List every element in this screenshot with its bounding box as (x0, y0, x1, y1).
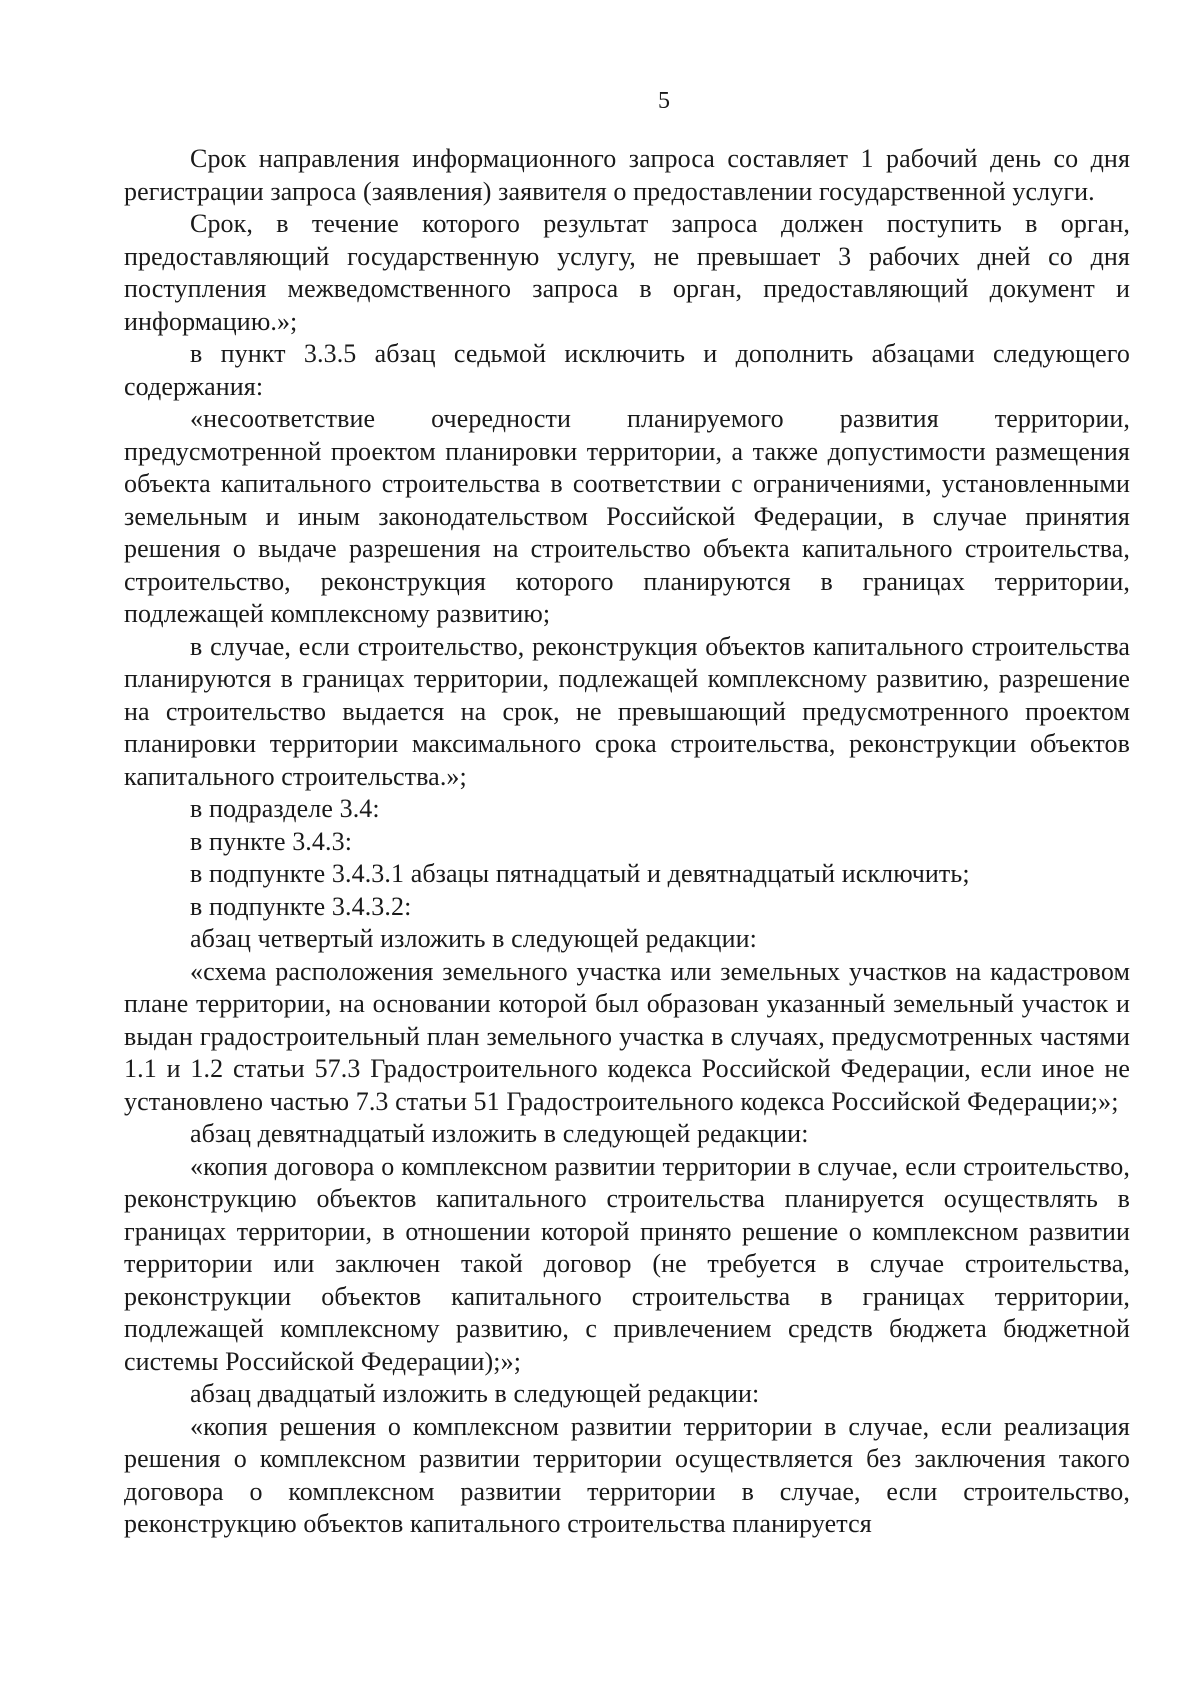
paragraph: в пункте 3.4.3: (190, 826, 353, 856)
paragraph: Срок направления информационного запроса составляет 1 рабочий день со дня регистрации запроса (заявления) заявителя о предоставлении государственной услуги. (124, 144, 1130, 206)
paragraph: в подпункте 3.4.3.1 абзацы пятнадцатый и девятнадцатый исключить; (190, 859, 970, 888)
paragraph: в пункт 3.3.5 абзац седьмой исключить и дополнить абзацами следующего содержания: (124, 339, 1130, 401)
paragraph: абзац девятнадцатый изложить в следующей редакции: (190, 1119, 809, 1148)
paragraph: абзац четвертый изложить в следующей редакции: (190, 924, 757, 953)
paragraph: в случае, если строительство, реконструкция объектов капитального строительства планируются в границах территории, подлежащей комплексному развитию, разрешение на строительство выдается на срок, не превышающий предусмотренного проектом планировки территории максимального срока строительства, реконструкции объектов капитального строительства.»; (124, 631, 1130, 791)
paragraph: «несоответствие очередности планируемого развития территории, предусмотренной проектом планировки территории, а также допустимости размещения объекта капитального строительства в соответствии с ограничениями, установленными земельным и иным законодательством Российской Федерации, в случае принятия решения о выдаче разрешения на строительство объекта капитального строительства, строительство, реконструкция которого планируются в границах территории, подлежащей комплексному развитию; (124, 404, 1130, 628)
paragraph: в подразделе 3.4: (190, 794, 380, 823)
paragraph: в подпункте 3.4.3.2: (190, 891, 412, 921)
document-body (124, 143, 1130, 1541)
paragraph: Срок, в течение которого результат запроса должен поступить в орган, предоставляющий государственную услугу, не превышает 3 рабочих дней со дня поступления межведомственного запроса в орган, предоставляющий документ и информацию.»; (124, 209, 1130, 336)
paragraph: абзац двадцатый изложить в следующей редакции: (190, 1379, 760, 1408)
paragraph: «копия решения о комплексном развитии территории в случае, если реализация решения о комплексном развитии территории осуществляется без заключения такого договора о комплексном развитии территории в случае, если строительство, реконструкцию объектов капитального строительства планируется (124, 1411, 1130, 1538)
paragraph: «схема расположения земельного участка или земельных участков на кадастровом плане территории, на основании которой был образован указанный земельный участок и выдан градостроительный план земельного участка в случаях, предусмотренных частями 1.1 и 1.2 статьи 57.3 Градостроительного кодекса Российской Федерации, если иное не установлено частью 7.3 статьи 51 Градостроительного кодекса Российской Федерации;»; (124, 956, 1130, 1116)
paragraph: «копия договора о комплексном развитии территории в случае, если строительство, реконструкцию объектов капитального строительства планируется осуществлять в границах территории, в отношении которой принято решение о комплексном развитии территории или заключен такой договор (не требуется в случае строительства, реконструкции объектов капитального строительства в границах территории, подлежащей комплексному развитию, с привлечением средств бюджета бюджетной системы Российской Федерации);»; (124, 1151, 1130, 1376)
page-number: 5 (658, 88, 670, 114)
